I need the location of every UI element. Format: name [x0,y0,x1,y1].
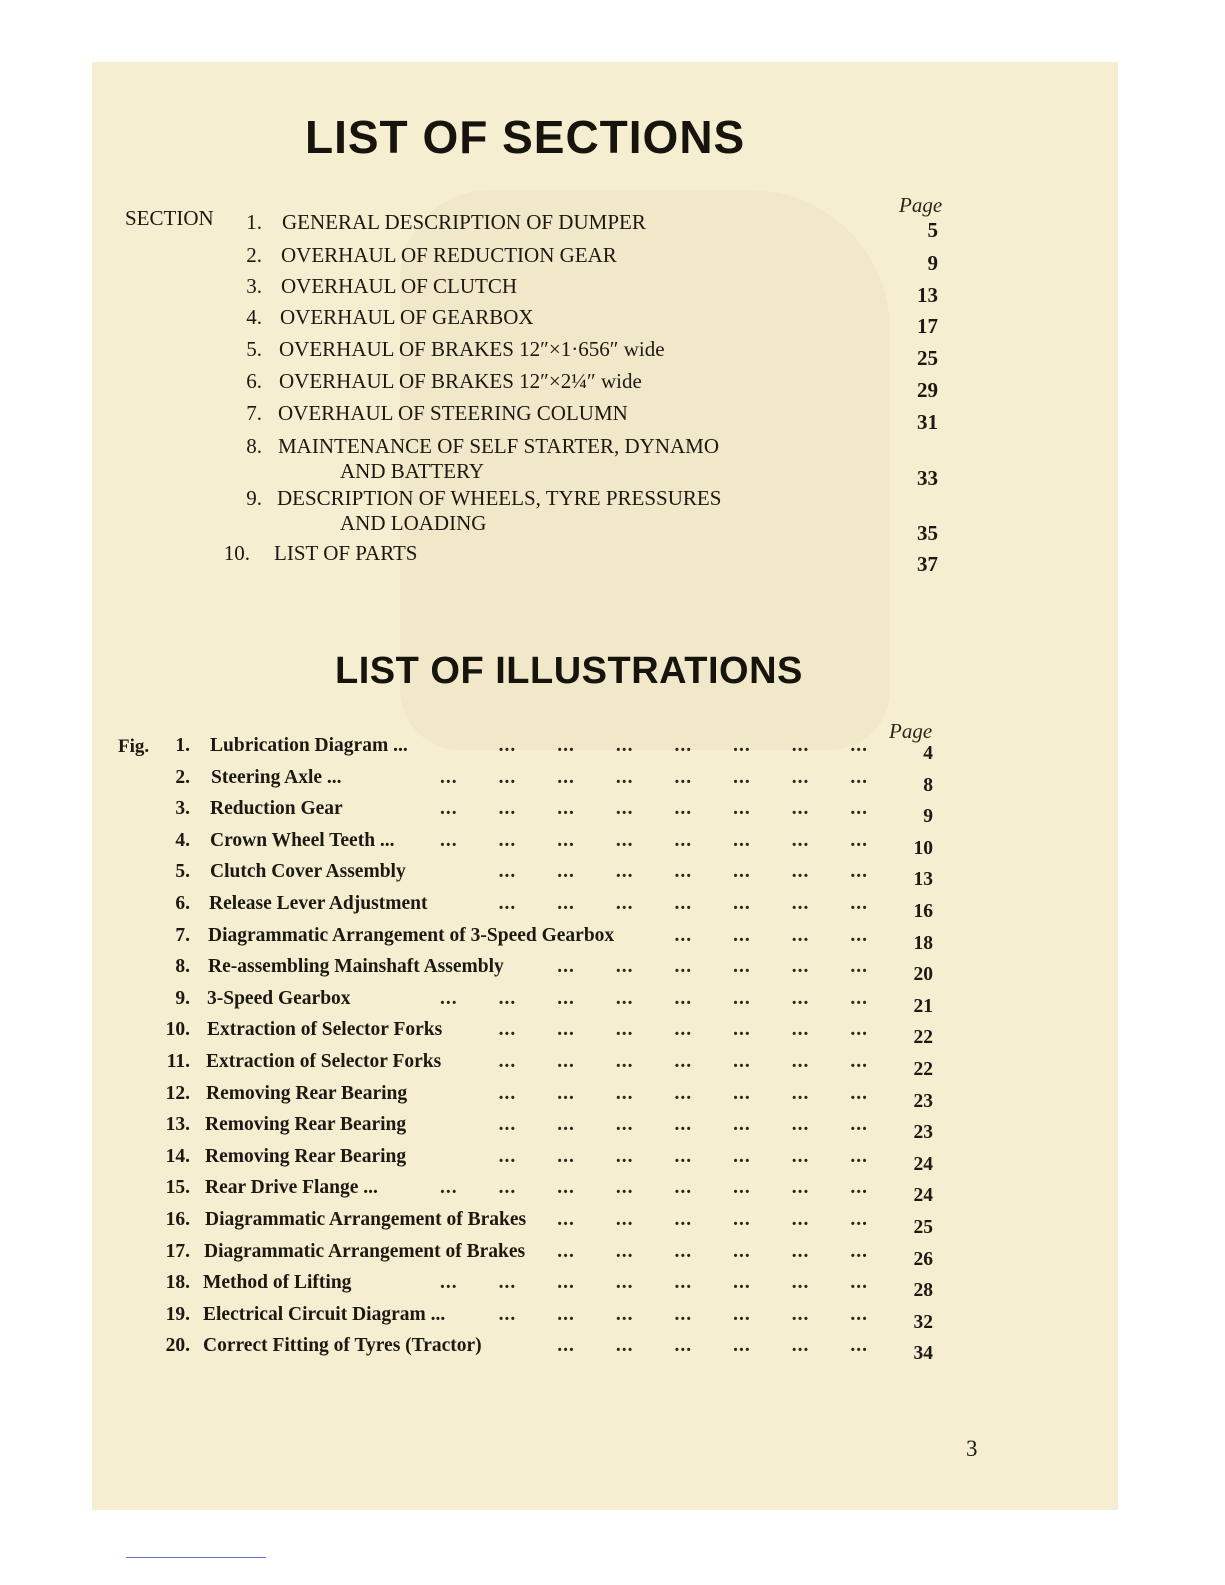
section-number: 2. [246,243,262,267]
section-page-number: 29 [917,378,938,402]
figure-title: Re-assembling Mainshaft Assembly [208,956,504,977]
figure-page-number: 24 [913,1154,933,1175]
figure-title: Release Lever Adjustment [209,893,428,914]
illustration-row [0,1083,1225,1113]
fig-label: Fig. [118,736,150,757]
figure-title: Electrical Circuit Diagram ... [203,1304,446,1325]
dot-leader: ... ... ... ... ... ... ... [498,1114,868,1135]
dot-leader: ... ... ... ... ... ... [557,1335,868,1356]
section-number: 1. [246,210,262,234]
figure-number: 19. [165,1304,190,1325]
figure-title: Reduction Gear [210,798,343,819]
figure-page-number: 4 [923,743,933,764]
illustration-row [0,1335,1225,1365]
illustration-row [0,861,1225,891]
figure-title: Extraction of Selector Forks [206,1051,442,1072]
dot-leader: ... ... ... ... ... ... ... [498,1019,868,1040]
dot-leader: ... ... ... ... ... ... ... [498,1083,868,1104]
figure-title: Diagrammatic Arrangement of Brakes [204,1241,526,1262]
illustration-row [0,988,1225,1018]
figure-title: Extraction of Selector Forks [207,1019,443,1040]
section-title: OVERHAUL OF STEERING COLUMN [278,401,628,425]
section-number: 3. [246,274,262,298]
section-page-number: 35 [917,521,938,545]
illustration-row [0,1241,1225,1271]
section-page-number: 17 [917,314,938,338]
section-page-number: 31 [917,410,938,434]
figure-page-number: 22 [913,1059,933,1080]
section-title: DESCRIPTION OF WHEELS, TYRE PRESSURES [277,486,722,510]
section-number: 4. [246,305,262,329]
illustration-row [0,798,1225,828]
figure-page-number: 34 [913,1343,933,1364]
illustration-row [0,735,1225,765]
figure-page-number: 26 [913,1249,933,1270]
figure-page-number: 25 [913,1217,933,1238]
figure-title: Correct Fitting of Tyres (Tractor) [203,1335,482,1356]
section-label: SECTION [125,206,214,230]
section-page-number: 5 [927,218,938,242]
figure-title: Method of Lifting [203,1272,352,1293]
figure-number: 11. [166,1051,190,1072]
figure-number: 16. [165,1209,190,1230]
figure-page-number: 28 [913,1280,933,1301]
figure-number: 1. [175,735,190,756]
figure-page-number: 20 [913,964,933,985]
figure-page-number: 21 [913,996,933,1017]
figure-number: 7. [175,925,190,946]
figure-number: 5. [175,861,190,882]
section-number: 7. [246,401,262,425]
figure-page-number: 9 [923,806,933,827]
figure-page-number: 16 [913,901,933,922]
figure-number: 14. [165,1146,190,1167]
dot-leader: ... ... ... ... ... ... [557,1209,868,1230]
illustration-row [0,1209,1225,1239]
illustration-row [0,1019,1225,1049]
illustration-row [0,1177,1225,1207]
figure-title: Removing Rear Bearing [205,1114,407,1135]
section-title: OVERHAUL OF CLUTCH [281,274,518,298]
section-title-continued: AND LOADING [340,511,487,535]
illustration-row [0,1272,1225,1302]
section-number: 6. [246,369,262,393]
figure-title: 3-Speed Gearbox [207,988,351,1009]
figure-number: 3. [175,798,190,819]
figure-title: Clutch Cover Assembly [210,861,406,882]
section-page-number: 9 [927,251,938,275]
figure-title: Removing Rear Bearing [205,1146,407,1167]
figure-page-number: 22 [913,1027,933,1048]
dot-leader: ... ... ... ... ... ... ... ... [440,767,868,788]
dot-leader: ... ... ... ... ... ... ... [498,1304,868,1325]
figure-number: 15. [165,1177,190,1198]
dot-leader: ... ... ... ... ... ... ... ... [440,1177,868,1198]
section-number: 5. [246,337,262,361]
dot-leader: ... ... ... ... ... ... [557,1241,868,1262]
figure-title: Rear Drive Flange ... [205,1177,378,1198]
section-number: 10. [223,541,250,565]
illustration-row [0,1304,1225,1334]
figure-page-number: 23 [913,1091,933,1112]
section-title: MAINTENANCE OF SELF STARTER, DYNAMO [278,434,719,458]
section-number: 9. [246,486,262,510]
dot-leader: ... ... ... ... ... ... ... [498,893,868,914]
figure-number: 20. [165,1335,190,1356]
section-page-cell [0,218,1225,244]
figure-page-number: 23 [913,1122,933,1143]
figure-number: 8. [175,956,190,977]
section-title: OVERHAUL OF REDUCTION GEAR [281,243,617,267]
section-title-continued: AND BATTERY [340,459,485,483]
section-number: 8. [246,434,262,458]
figure-number: 10. [165,1019,190,1040]
illustration-row [0,893,1225,923]
section-page-cell [0,410,1225,436]
figure-page-number: 32 [913,1312,933,1333]
illustration-row [0,925,1225,955]
illustrations-title: LIST OF ILLUSTRATIONS [335,650,803,692]
section-title: OVERHAUL OF BRAKES 12″×1·656″ wide [279,337,665,361]
figure-number: 2. [175,767,190,788]
section-title: LIST OF PARTS [274,541,418,565]
illustration-row [0,830,1225,860]
figure-page-number: 10 [913,838,933,859]
figure-number: 9. [175,988,190,1009]
dot-leader: ... ... ... ... ... ... ... [498,1146,868,1167]
dot-leader: ... ... ... ... ... ... ... [498,1051,868,1072]
footer-rule [126,1557,266,1558]
illustration-row [0,1114,1225,1144]
section-title: OVERHAUL OF BRAKES 12″×2¼″ wide [279,369,642,393]
section-page-number: 37 [917,552,938,576]
figure-page-number: 18 [913,933,933,954]
illustration-row [0,767,1225,797]
section-title: OVERHAUL OF GEARBOX [280,305,534,329]
illustrations-page-heading: Page [889,719,933,743]
illustration-row [0,1146,1225,1176]
dot-leader: ... ... ... ... ... ... ... [498,861,868,882]
figure-number: 18. [165,1272,190,1293]
section-page-number: 13 [917,283,938,307]
dot-leader: ... ... ... ... ... ... ... ... [440,830,868,851]
dot-leader: ... ... ... ... ... ... [557,956,868,977]
figure-title: Crown Wheel Teeth ... [210,830,395,851]
section-page-cell [0,552,1225,578]
figure-title: Lubrication Diagram ... [210,735,408,756]
sections-title: LIST OF SECTIONS [305,111,746,163]
figure-number: 4. [175,830,190,851]
illustration-row [0,956,1225,986]
figure-page-number: 24 [913,1185,933,1206]
figure-number: 6. [175,893,190,914]
dot-leader: ... ... ... ... ... ... ... ... [440,988,868,1009]
figure-title: Steering Axle ... [211,767,342,788]
figure-title: Diagrammatic Arrangement of 3-Speed Gearbox [208,925,615,946]
figure-number: 12. [165,1083,190,1104]
figure-title: Removing Rear Bearing [206,1083,408,1104]
sections-page-heading: Page [899,193,943,217]
dot-leader: ... ... ... ... [674,925,868,946]
dot-leader: ... ... ... ... ... ... ... ... [440,1272,868,1293]
section-page-number: 33 [917,466,938,490]
section-page-number: 25 [917,346,938,370]
dot-leader: ... ... ... ... ... ... ... [498,735,868,756]
figure-number: 17. [165,1241,190,1262]
figure-title: Diagrammatic Arrangement of Brakes [205,1209,527,1230]
page-number: 3 [966,1436,978,1461]
illustration-row [0,1051,1225,1081]
figure-page-number: 8 [923,775,933,796]
dot-leader: ... ... ... ... ... ... ... ... [440,798,868,819]
figure-page-number: 13 [913,869,933,890]
section-title: GENERAL DESCRIPTION OF DUMPER [282,210,646,234]
figure-number: 13. [165,1114,190,1135]
